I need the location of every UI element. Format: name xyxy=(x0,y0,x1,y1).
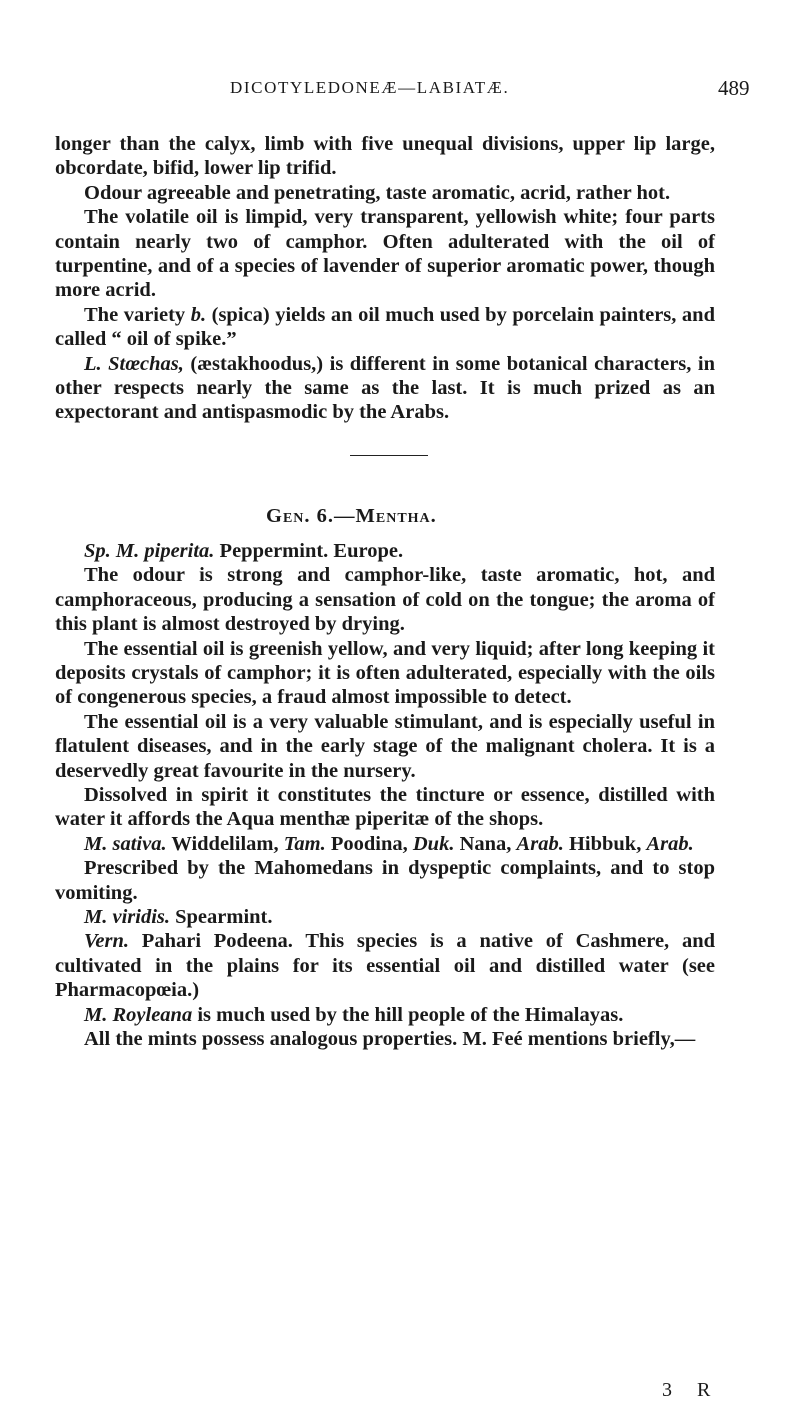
paragraph-p6 xyxy=(55,539,715,563)
paragraph-text: The essential oil is greenish yellow, and very liquid; after long keeping it deposits crystals of camphor; it is often adulterated, especially with the oils of congenerous species, a fraud almost impossible to detect. xyxy=(55,637,715,709)
body-text xyxy=(55,132,715,1051)
italic-text: Vern. xyxy=(84,930,130,953)
paragraph-p10 xyxy=(55,783,715,832)
paragraph-p16 xyxy=(55,1027,715,1051)
paragraph-p1 xyxy=(55,132,715,181)
italic-text: M. viridis. xyxy=(84,905,170,928)
paragraph-p9 xyxy=(55,710,715,783)
separator-rule xyxy=(350,455,428,456)
paragraph-p3 xyxy=(55,205,715,303)
paragraph-text: Prescribed by the Mahomedans in dyspeptic complaints, and to stop vomiting. xyxy=(55,857,715,904)
paragraphs-after-heading xyxy=(55,539,715,1052)
paragraph-text: Hibbuk, xyxy=(563,832,647,855)
running-title: DICOTYLEDONEÆ—LABIATÆ. xyxy=(230,78,510,97)
italic-text: b. xyxy=(190,303,207,326)
italic-text: M. Royleana xyxy=(84,1003,193,1026)
paragraph-text: All the mints possess analogous properties. M. Feé mentions briefly,— xyxy=(84,1028,696,1050)
paragraph-p12 xyxy=(55,856,715,905)
paragraph-p11 xyxy=(55,832,715,856)
genus-heading-name: Mentha. xyxy=(355,504,437,527)
paragraph-text: Nana, xyxy=(454,832,517,855)
italic-text: Sp. M. piperita. xyxy=(84,539,215,562)
paragraph-p5 xyxy=(55,352,715,425)
paragraph-text: Pahari Podeena. This species is a native of Cashmere, and cultivated in the plains for its essential oil and distilled water (see Pharmacopœia.) xyxy=(55,930,715,1002)
paragraph-text: longer than the calyx, limb with five unequal divisions, upper lip large, obcordate, bifid, lower lip trifid. xyxy=(55,133,715,180)
paragraph-p15 xyxy=(55,1003,715,1027)
paragraph-p8 xyxy=(55,637,715,710)
paragraph-p7 xyxy=(55,563,715,636)
paragraph-text: The volatile oil is limpid, very transparent, yellowish white; four parts contain nearly two of camphor. Often adulterated with the oil of turpentine, and of a species of lavender of superior aromatic power, though more acrid. xyxy=(55,206,715,302)
paragraphs-before-rule xyxy=(55,132,715,425)
paragraph-text: (æstakhoodus,) is different in some botanical characters, in other respects nearly the same as the last. It is much prized as an expectorant and antispasmodic by the Arabs. xyxy=(55,352,715,424)
paragraph-text: Widdelilam, xyxy=(166,832,284,855)
signature-mark: 3 R xyxy=(662,1379,721,1401)
paragraph-text: Spearmint. xyxy=(170,905,273,928)
paragraph-text: Peppermint. Europe. xyxy=(214,539,404,562)
italic-text: Arab. xyxy=(516,832,564,855)
page-number: 489 xyxy=(718,76,750,100)
genus-heading-prefix: Gen. 6.— xyxy=(266,504,356,527)
paragraph-p14 xyxy=(55,929,715,1002)
paragraph-text: The essential oil is a very valuable stimulant, and is especially useful in flatulent diseases, and in the early stage of the malignant cholera. It is a deservedly great favourite in the nursery. xyxy=(55,710,715,782)
italic-text: Tam. xyxy=(283,832,326,855)
paragraph-text: Odour agreeable and penetrating, taste aromatic, acrid, rather hot. xyxy=(84,181,671,204)
italic-text: Arab. xyxy=(646,832,694,855)
paragraph-p4 xyxy=(55,303,715,352)
paragraph-p2 xyxy=(55,181,715,205)
italic-text: L. Stœchas, xyxy=(84,352,184,375)
paragraph-p13 xyxy=(55,905,715,929)
paragraph-text: The variety xyxy=(84,303,191,326)
genus-heading xyxy=(55,499,715,539)
paragraph-text: The odour is strong and camphor-like, taste aromatic, hot, and camphoraceous, producing a sensation of cold on the tongue; the aroma of this plant is almost destroyed by drying. xyxy=(55,564,715,636)
running-head xyxy=(0,78,800,118)
paragraph-text: Poodina, xyxy=(325,832,413,855)
section-separator xyxy=(55,425,715,499)
paragraph-text: is much used by the hill people of the Himalayas. xyxy=(192,1003,624,1026)
paragraph-text: Dissolved in spirit it constitutes the tincture or essence, distilled with water it affords the Aqua menthæ piperitæ of the shops. xyxy=(55,783,715,831)
italic-text: M. sativa. xyxy=(84,832,167,855)
italic-text: Duk. xyxy=(412,832,455,855)
paragraph-text: (spica) yields an oil much used by porcelain painters, and called “ oil of spike.” xyxy=(55,303,715,351)
